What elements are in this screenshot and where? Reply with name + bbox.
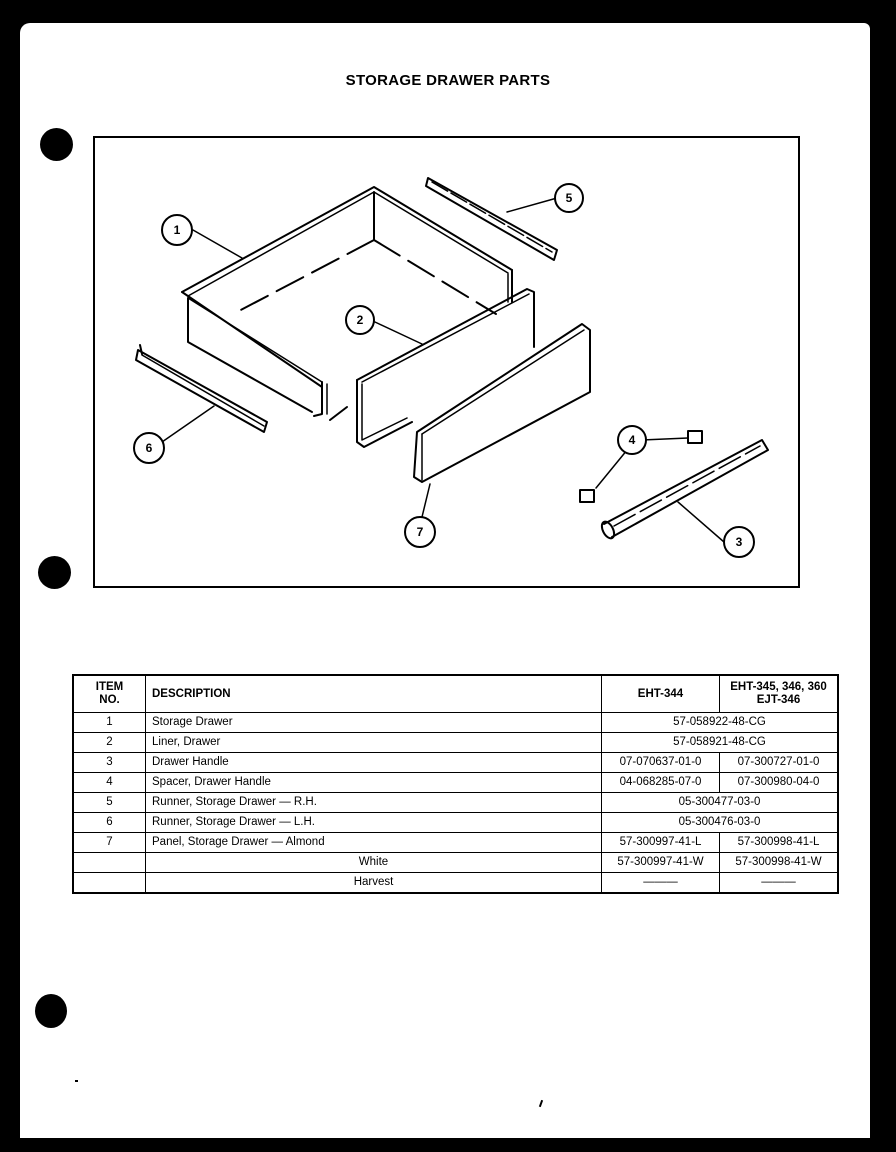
drawer-panel-drawing [414, 324, 590, 482]
table-row [73, 753, 838, 773]
part-number-eht344: 04-068285-07-0 [602, 773, 720, 793]
drawer-liner-drawing [357, 289, 534, 447]
table-row [73, 733, 838, 753]
runner-right-drawing [426, 178, 557, 260]
header-description: DESCRIPTION [146, 675, 602, 713]
item-description: Drawer Handle [146, 753, 602, 773]
storage-drawer-drawing [182, 187, 512, 420]
item-description: Runner, Storage Drawer — L.H. [146, 813, 602, 833]
item-number: 1 [73, 713, 146, 733]
svg-text:1: 1 [173, 223, 181, 237]
svg-text:7: 7 [416, 525, 424, 539]
table-row [73, 773, 838, 793]
table-row [73, 873, 838, 894]
svg-text:5: 5 [565, 191, 573, 205]
table-row [73, 833, 838, 853]
part-number-eht344: 57-300997-41-L [602, 833, 720, 853]
part-number: 05-300476-03-0 [602, 813, 839, 833]
table-header-row [73, 675, 838, 713]
item-number: 5 [73, 793, 146, 813]
table-row [73, 793, 838, 813]
item-description: Spacer, Drawer Handle [146, 773, 602, 793]
runner-left-drawing [136, 345, 267, 432]
item-description: Liner, Drawer [146, 733, 602, 753]
header-item-no: ITEM NO. [73, 675, 146, 713]
svg-text:3: 3 [735, 535, 743, 549]
binder-hole-top [40, 128, 73, 161]
table-row [73, 813, 838, 833]
part-number-eht345: 07-300980-04-0 [720, 773, 839, 793]
part-number-eht344: 07-070637-01-0 [602, 753, 720, 773]
part-number-eht344: 57-300997-41-W [602, 853, 720, 873]
item-number: 4 [73, 773, 146, 793]
part-number-eht345: 57-300998-41-W [720, 853, 839, 873]
item-description-color: Harvest [146, 873, 602, 894]
item-number [73, 873, 146, 894]
drawer-handle-drawing [599, 440, 768, 540]
header-model-eht344: EHT-344 [602, 675, 720, 713]
page-title: STORAGE DRAWER PARTS [345, 72, 551, 89]
item-number: 2 [73, 733, 146, 753]
item-number [73, 853, 146, 873]
part-number-eht345: 57-300998-41-L [720, 833, 839, 853]
svg-text:6: 6 [145, 441, 153, 455]
svg-text:4: 4 [628, 433, 636, 447]
header-model-eht345: EHT-345, 346, 360 EJT-346 [720, 675, 839, 713]
item-number: 7 [73, 833, 146, 853]
item-description: Storage Drawer [146, 713, 602, 733]
svg-text:2: 2 [356, 313, 364, 327]
table-row [73, 713, 838, 733]
item-description: Runner, Storage Drawer — R.H. [146, 793, 602, 813]
binder-hole-middle [38, 556, 71, 589]
scan-speck [75, 1080, 78, 1082]
item-number: 6 [73, 813, 146, 833]
part-number: 57-058921-48-CG [602, 733, 839, 753]
exploded-parts-diagram [93, 136, 800, 588]
part-number-eht345: 07-300727-01-0 [720, 753, 839, 773]
item-description: Panel, Storage Drawer — Almond [146, 833, 602, 853]
part-number: 57-058922-48-CG [602, 713, 839, 733]
part-number: 05-300477-03-0 [602, 793, 839, 813]
parts-table [72, 674, 839, 894]
binder-hole-bottom [35, 994, 67, 1028]
table-row [73, 853, 838, 873]
item-description-color: White [146, 853, 602, 873]
part-number-eht345-unavailable: ——— [720, 873, 839, 894]
item-number: 3 [73, 753, 146, 773]
part-number-eht344-unavailable: ——— [602, 873, 720, 894]
